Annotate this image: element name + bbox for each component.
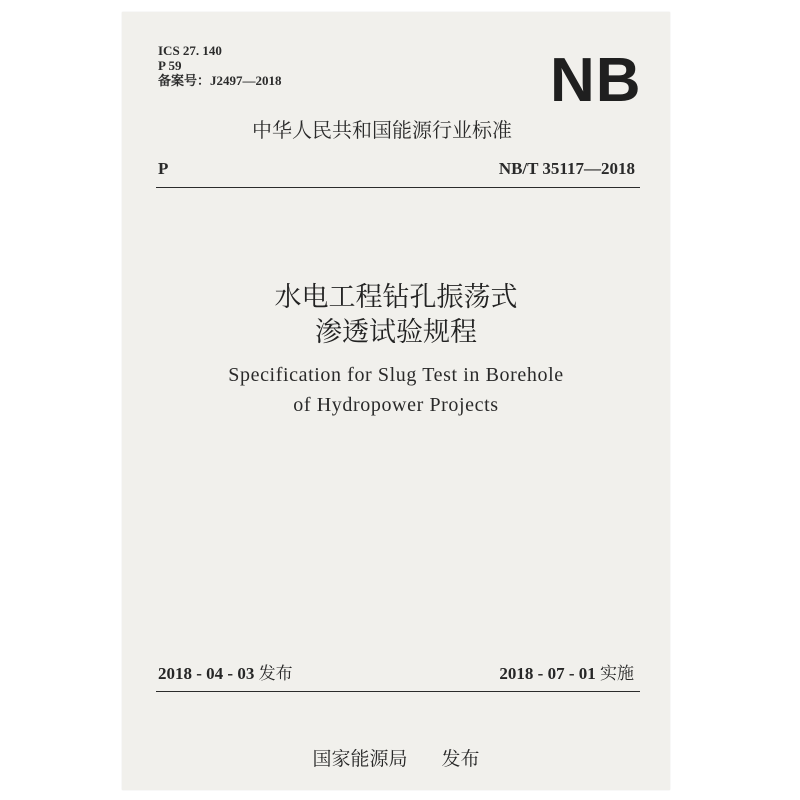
- standard-number: NB/T 35117—2018: [498, 159, 635, 178]
- footer-divider: [156, 691, 640, 692]
- nb-logo: NB: [550, 46, 642, 115]
- issue-date-block: [158, 664, 293, 684]
- ccs-code: P 59: [158, 58, 182, 73]
- category-letter: P: [158, 159, 169, 178]
- title-english-line2: of Hydropower Projects: [293, 394, 499, 416]
- effective-label: 实施: [600, 664, 634, 684]
- ics-code: ICS 27. 140: [158, 43, 222, 58]
- issuer-name: 国家能源局: [312, 748, 408, 770]
- record-number: 备案号：J2497—2018: [158, 73, 282, 88]
- title-chinese-line2: 渗透试验规程: [315, 317, 477, 348]
- issue-date: 2018 - 04 - 03: [158, 664, 255, 683]
- issue-label: 发布: [258, 664, 293, 684]
- title-chinese-line1: 水电工程钻孔振荡式: [274, 282, 518, 313]
- industry-standard-title: 中华人民共和国能源行业标准: [252, 118, 512, 142]
- title-english-line1: Specification for Slug Test in Borehole: [228, 364, 564, 386]
- effective-date-block: [499, 664, 634, 684]
- standard-cover: [122, 12, 670, 790]
- header-divider: [156, 187, 640, 188]
- issuer-line: [122, 748, 670, 770]
- issuer-label: 发布: [441, 748, 480, 770]
- effective-date: 2018 - 07 - 01: [499, 664, 596, 683]
